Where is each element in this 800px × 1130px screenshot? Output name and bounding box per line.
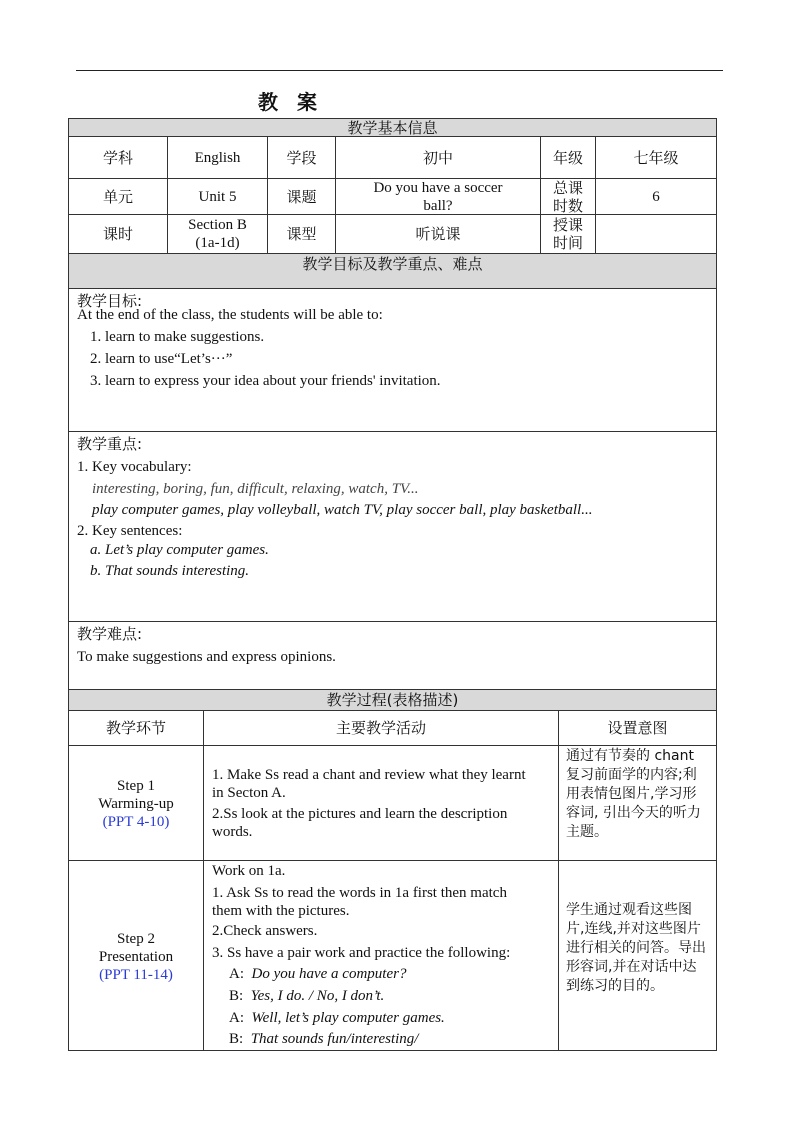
subject-label: 学科: [68, 136, 168, 179]
ppt-reference: (PPT 11-14): [99, 967, 173, 983]
step-number: Step 1: [117, 778, 155, 794]
process-header: 教学过程(表格描述): [68, 689, 717, 711]
activity-intro: Work on 1a.: [212, 863, 286, 879]
goal-item: 1. learn to make suggestions.: [90, 329, 265, 345]
col-step-header: 教学环节: [68, 710, 204, 746]
goals-section: [68, 288, 717, 432]
activity-item: 3. Ss have a pair work and practice the following:: [212, 945, 511, 961]
key-sentence: b. That sounds interesting.: [90, 563, 250, 579]
total-periods-label: 总课 时数: [540, 178, 596, 215]
step-stage: Warming-up: [98, 796, 174, 812]
dialog-line: [229, 1031, 418, 1048]
key-points-section: [68, 431, 717, 622]
step2-intent-cell: [558, 860, 717, 1051]
period-label: 课时: [68, 214, 168, 254]
objectives-header: 教学目标及教学重点、难点: [302, 255, 483, 273]
unit-label: 单元: [68, 178, 168, 215]
goals-heading: 教学目标:: [77, 292, 143, 310]
key-sentences-label: 2. Key sentences:: [77, 523, 183, 539]
top-rule: [76, 70, 723, 71]
dialog-line: [229, 988, 384, 1005]
dialog-text: Do you have a computer?: [251, 966, 407, 982]
lesson-type-label: 课型: [267, 214, 336, 254]
intent-text: 学生通过观看这些图片,连线,并对这些图片进行相关的问答。导出形容词,并在对话中达到练习的目的。: [566, 902, 706, 994]
period-value: Section B (1a-1d): [167, 214, 268, 254]
key-vocab-words: interesting, boring, fun, difficult, relaxing, watch, TV...: [92, 481, 419, 497]
activity-item: 2.Check answers.: [212, 923, 318, 939]
ppt-reference: (PPT 4-10): [102, 814, 170, 830]
step1-activity-cell: [203, 745, 559, 861]
topic-label: 课题: [267, 178, 336, 215]
col-intent-header: 设置意图: [558, 710, 717, 746]
unit-value: Unit 5: [167, 178, 268, 215]
dialog-line: [229, 1010, 445, 1027]
dialog-speaker: B:: [229, 1031, 244, 1047]
stage-label: 学段: [267, 136, 336, 179]
objectives-header-band: [68, 253, 717, 289]
stage-value: 初中: [335, 136, 541, 179]
key-vocab-label: 1. Key vocabulary:: [77, 459, 192, 475]
dialog-speaker: A:: [229, 966, 244, 982]
dialog-text: That sounds fun/interesting/: [250, 1031, 419, 1047]
step2-cell: [68, 860, 204, 1051]
document-title: 教 案: [258, 90, 323, 114]
grade-label: 年级: [540, 136, 596, 179]
key-vocab-phrases: play computer games, play volleyball, watch TV, play soccer ball, play basketball...: [92, 502, 593, 518]
basic-info-header: 教学基本信息: [68, 118, 717, 137]
subject-value: English: [167, 136, 268, 179]
class-time-value: [595, 214, 717, 254]
activity-item: 1. Ask Ss to read the words in 1a first then match them with the pictures.: [212, 885, 507, 919]
activity-item: 2.Ss look at the pictures and learn the description words.: [212, 806, 508, 840]
step-stage: Presentation: [98, 949, 174, 965]
step1-cell: [68, 745, 204, 861]
key-sentence: a. Let’s play computer games.: [90, 542, 269, 558]
key-points-heading: 教学重点:: [77, 435, 143, 453]
lesson-type-value: 听说课: [335, 214, 541, 254]
difficulties-heading: 教学难点:: [77, 625, 143, 643]
difficulties-text: To make suggestions and express opinions.: [77, 649, 336, 665]
difficulties-section: [68, 621, 717, 690]
step-number: Step 2: [117, 931, 155, 947]
goal-item: 3. learn to express your idea about your friends' invitation.: [90, 373, 441, 389]
goal-item: 2. learn to use“Let’s···”: [90, 351, 233, 367]
total-periods-value: 6: [595, 178, 717, 215]
topic-value: Do you have a soccer ball?: [335, 178, 541, 215]
dialog-text: Well, let’s play computer games.: [251, 1010, 445, 1026]
step1-intent-cell: [558, 745, 717, 861]
class-time-label: 授课 时间: [540, 214, 596, 254]
col-activity-header: 主要教学活动: [203, 710, 559, 746]
intent-text: 通过有节奏的 chant 复习前面学的内容;利用表情包图片,学习形容词, 引出今天的听力主题。: [566, 748, 701, 840]
grade-value: 七年级: [595, 136, 717, 179]
dialog-speaker: A:: [229, 1010, 244, 1026]
dialog-text: Yes, I do. / No, I don’t.: [250, 988, 385, 1004]
dialog-line: [229, 966, 406, 983]
goals-intro: At the end of the class, the students will be able to:: [77, 307, 383, 323]
activity-item: 1. Make Ss read a chant and review what they learnt in Secton A.: [212, 767, 526, 801]
dialog-speaker: B:: [229, 988, 244, 1004]
step2-activity-cell: [203, 860, 559, 1051]
